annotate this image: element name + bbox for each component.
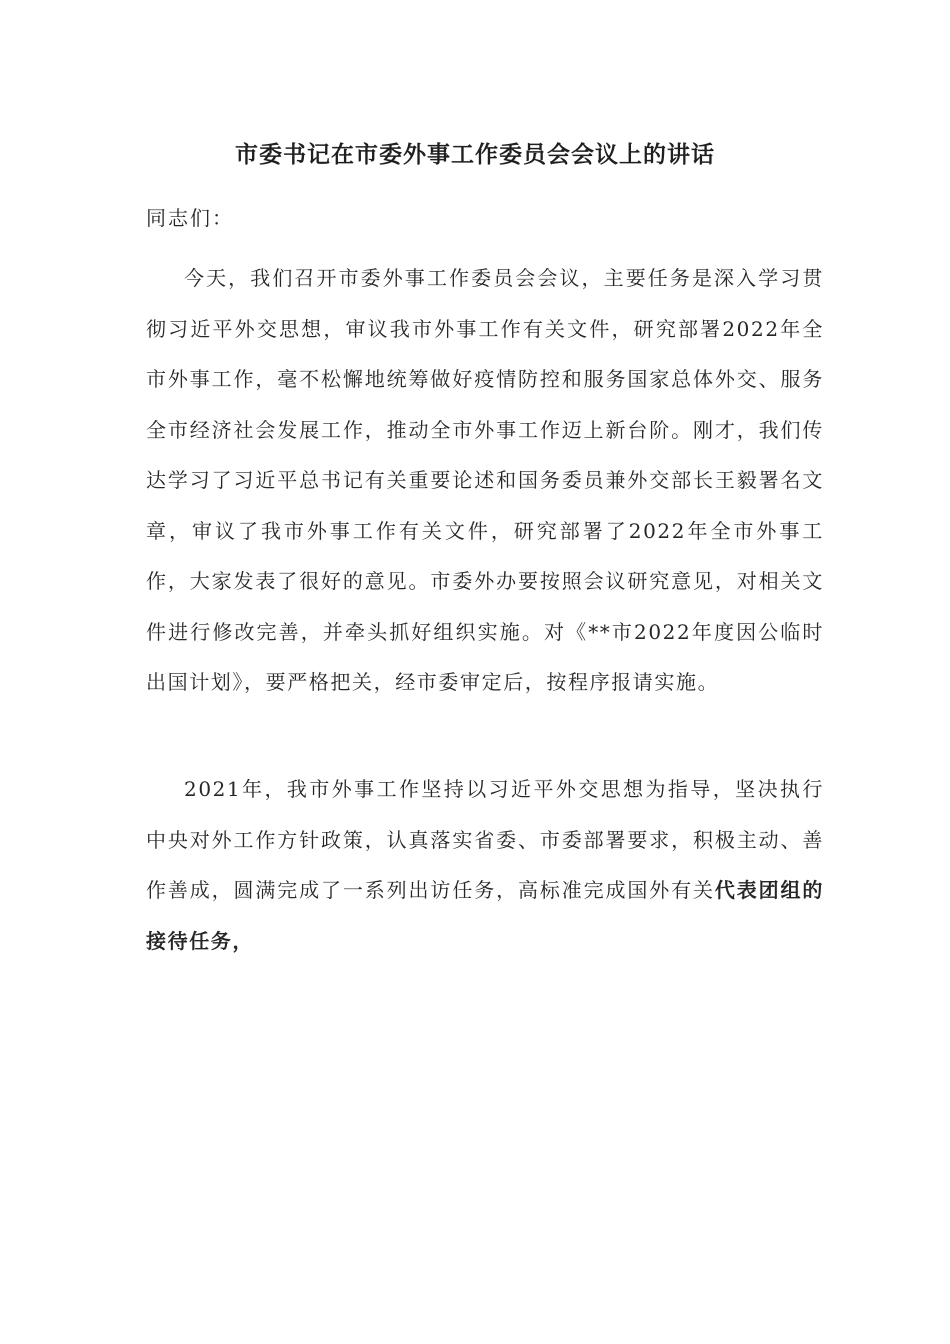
paragraph-1: 今天，我们召开市委外事工作委员会会议，主要任务是深入学习贯彻习近平外交思想，审议我市外事工作有关文件，研究部署2022年全市外事工作，毫不松懈地统筹做好疫情防控和服务国家总体外交、服务全市经济社会发展工作，推动全市外事工作迈上新台阶。刚才，我们传达学习了习近平总书记有关重要论述和国务委员兼外交部长王毅署名文章，审议了我市外事工作有关文件，研究部署了2022年全市外事工作，大家发表了很好的意见。市委外办要按照会议研究意见，对相关文件进行修改完善，并牵头抓好组织实施。对《**市2022年度因公临时出国计划》，要严格把关，经市委审定后，按程序报请实施。 — [146, 266, 824, 694]
greeting: 同志们： — [146, 206, 234, 230]
paragraph-2-bold-tail: 代表团组的接待任务， — [146, 878, 824, 953]
paragraph-2 — [146, 764, 824, 966]
paragraph-2-text: 2021年，我市外事工作坚持以习近平外交思想为指导，坚决执行中央对外工作方针政策，认真落实省委、市委部署要求，积极主动、善作善成，圆满完成了一系列出访任务，高标准完成国外有关 — [146, 777, 824, 902]
document-title: 市委书记在市委外事工作委员会会议上的讲话 — [235, 141, 715, 168]
